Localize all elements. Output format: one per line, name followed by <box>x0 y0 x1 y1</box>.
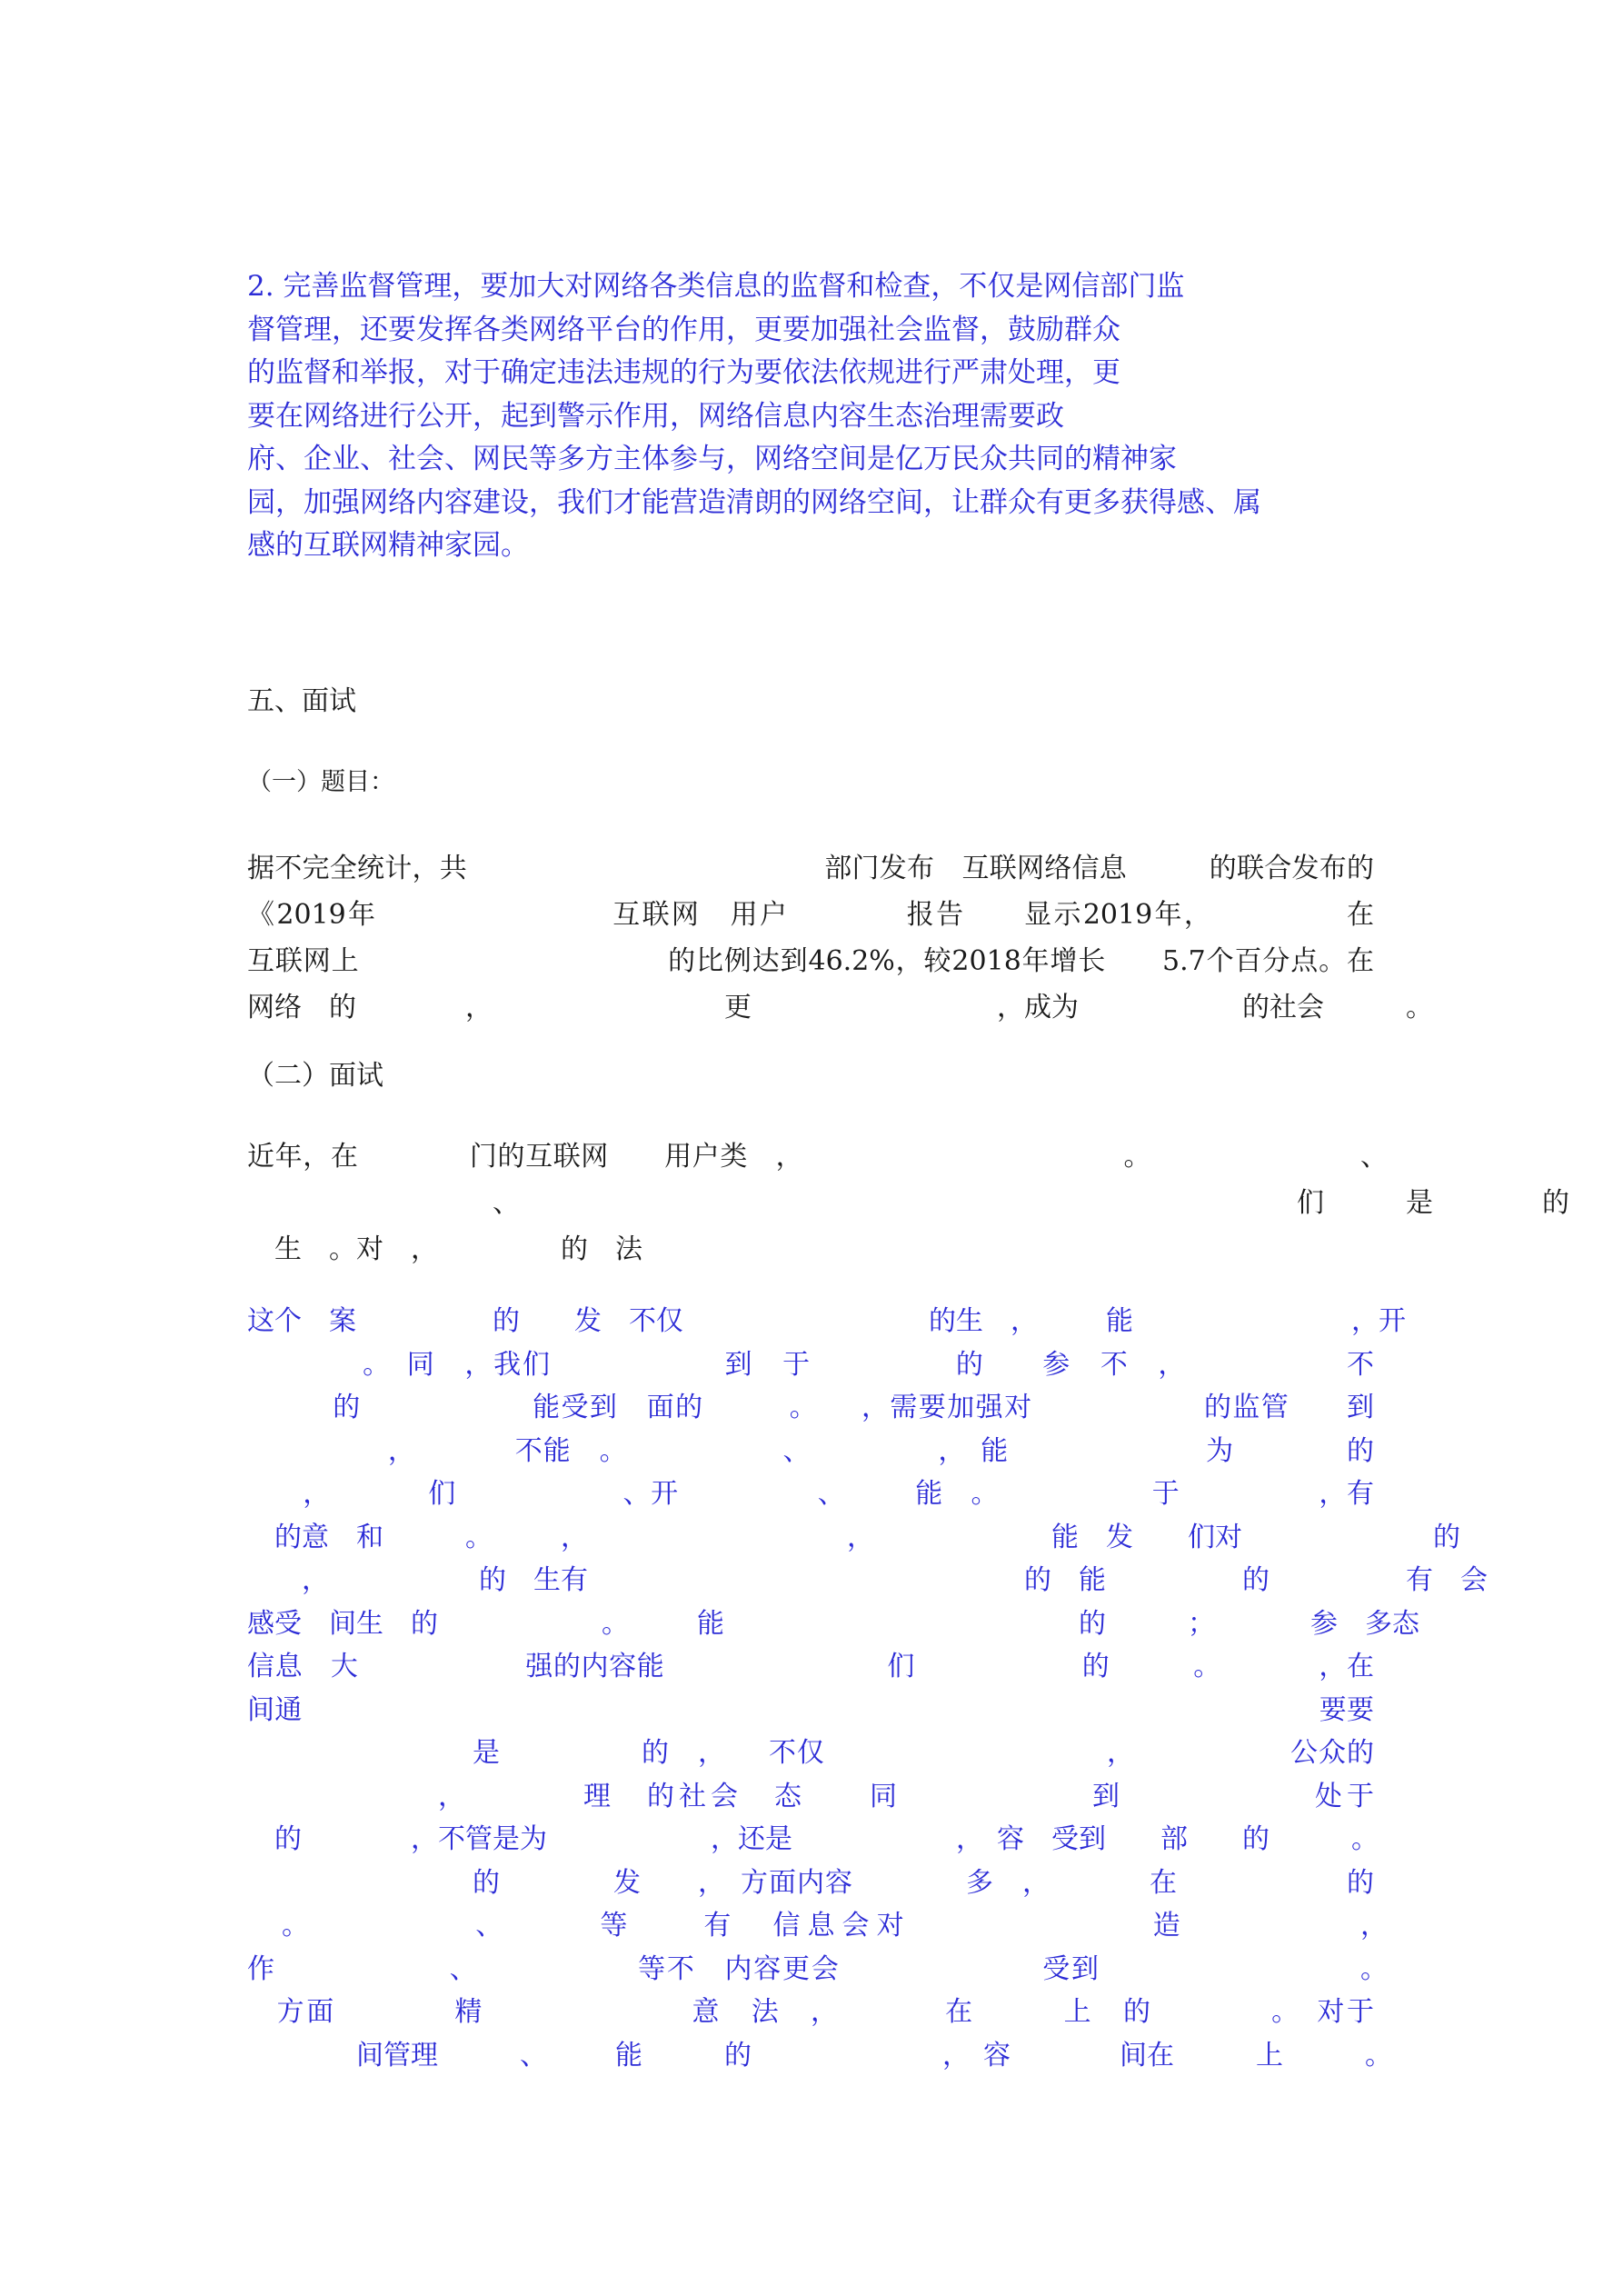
text-line: 互联网上 的比例达到46.2%，较2018年增长 5.7个百分点。在 <box>247 945 1374 977</box>
text-line: 的 ，不管是为 ，还是 ， 容 受到 部 的 。 <box>247 1823 1379 1855</box>
text-line: 生 。对 ， 的 法 <box>247 1233 642 1265</box>
text-line: 的 能受到 面的 。 ，需要加强对 的监管 到 <box>247 1392 1374 1423</box>
paragraph-regulation <box>247 265 1261 568</box>
text-line: 据不完全统计，共 部门发布 互联网络信息 的联合发布的 <box>247 853 1374 884</box>
section-subtitle: （一）题目： <box>247 768 394 796</box>
text-line: 府、企业、社会、网民等多方主体参与，网络空间是亿万民众共同的精神家 <box>247 443 1177 475</box>
text-line: 的 发 ， 方面内容 多 ， 在 的 <box>247 1866 1401 1899</box>
text-line: 。 、 等 有 信息会对 造 ， <box>247 1910 1510 1942</box>
text-line: ， 的 生有 的 能 的 有 会 <box>247 1564 1488 1596</box>
section-label: （二）面试 <box>247 1060 493 1092</box>
text-line: ， 不能 。 、 ， 能 为 的 <box>247 1434 1429 1467</box>
text-line: 信息 大 强的内容能 们 的 。 ，在 <box>247 1651 1483 1682</box>
text-line: 、 们 是 的 <box>247 1187 1597 1219</box>
text-line: 。 同 ，我们 到 于 的 参 不 ， 不 <box>247 1348 1401 1381</box>
text-line: ， 理 的社会 态 同 到 处于 <box>247 1780 1510 1812</box>
text-line: 2. 完善监督管理，要加大对网络各类信息的监督和检查，不仅是网信部门监 <box>247 270 1185 303</box>
text-line: 的监督和举报，对于确定违法违规的行为要依法依规进行严肃处理，更 <box>247 356 1120 389</box>
text-line: 这个 案 的 发 不仅 的生 ， 能 ，开 <box>247 1305 1406 1337</box>
text-line: 作 、 等不 内容更会 受到 。 <box>247 1952 1401 1985</box>
text-line: 网络 的 ， 更 ，成为 的社会 。 <box>247 992 1433 1023</box>
text-line: 园，加强网络内容建设，我们才能营造清朗的网络空间，让群众有更多获得感、属 <box>247 485 1261 519</box>
text-line: 间通 要要 <box>247 1693 1429 1726</box>
paragraph-answer <box>247 1300 1510 2077</box>
text-line: 督管理，还要发挥各类网络平台的作用，更要加强社会监督，鼓励群众 <box>247 313 1120 346</box>
text-line: ， 们 、开 、 能 。 于 ，有 <box>247 1478 1429 1510</box>
text-line: 近年，在 门的互联网 用户类 ， 。 、 <box>247 1141 1401 1173</box>
section-title: 五、面试 <box>247 685 792 717</box>
text-line: 要在网络进行公开，起到警示作用，网络信息内容生态治理需要政 <box>247 399 1064 433</box>
paragraph-question-2 <box>247 1133 1597 1273</box>
text-line: 是 的 ， 不仅 ， 公众的 <box>247 1737 1374 1769</box>
text-line: 感受 间生 的 。 能 的 ； 参 多态 <box>247 1607 1419 1640</box>
text-line: 感的互联网精神家园。 <box>247 529 529 562</box>
text-line: 方面 精 意 法 ， 在 上 的 。 对于 <box>247 1996 1401 2028</box>
text-line: 间管理 、 能 的 ， 容 间在 上 。 <box>247 2039 1392 2071</box>
text-line: 的意 和 。 ， ， 能 发 们对 的 <box>247 1521 1460 1553</box>
text-line: 《2019年 互联网 用户 报告 显示2019年， 在 <box>247 899 1374 931</box>
paragraph-question <box>247 845 1433 1031</box>
